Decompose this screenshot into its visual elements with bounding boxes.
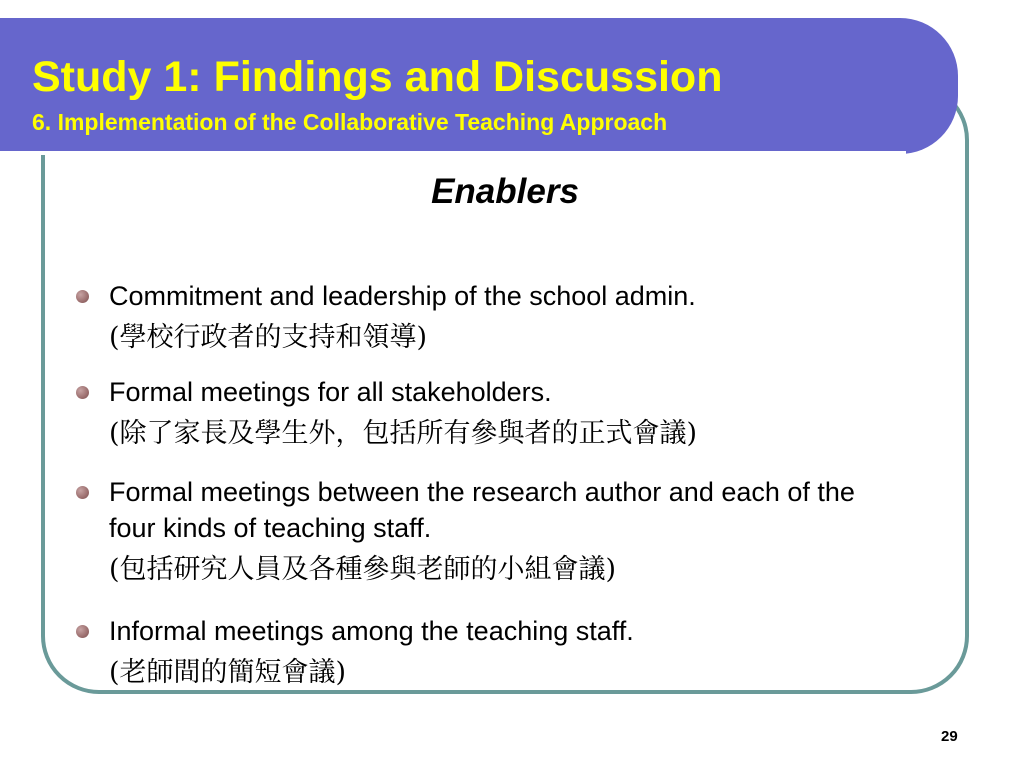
section-heading: Enablers xyxy=(431,172,579,211)
bullet-translation: (老師間的簡短會議) xyxy=(109,657,347,688)
bullet-text: Formal meetings between the research author and each of the four kinds of teaching staff. xyxy=(109,477,855,543)
bullet-item xyxy=(109,613,899,691)
slide-subtitle: 6. Implementation of the Collaborative Teaching Approach xyxy=(32,109,668,135)
slide-title: Study 1: Findings and Discussion xyxy=(32,53,723,101)
bullet-icon xyxy=(76,486,89,499)
bullet-icon xyxy=(76,625,89,638)
bullet-text: Commitment and leadership of the school admin. xyxy=(109,281,696,311)
bullet-icon xyxy=(76,386,89,399)
bullet-text: Formal meetings for all stakeholders. xyxy=(109,377,552,407)
bullet-translation: (學校行政者的支持和領導) xyxy=(109,322,428,353)
bullet-translation: (除了家長及學生外，包括所有參與者的正式會議) xyxy=(109,418,698,449)
bullet-translation: (包括研究人員及各種參與老師的小組會議) xyxy=(109,554,617,585)
bullet-item xyxy=(109,278,899,356)
page-number: 29 xyxy=(941,728,958,745)
bullet-text: Informal meetings among the teaching staff. xyxy=(109,616,634,646)
bullet-item xyxy=(109,474,899,588)
bullet-icon xyxy=(76,290,89,303)
bullet-item xyxy=(109,374,899,452)
